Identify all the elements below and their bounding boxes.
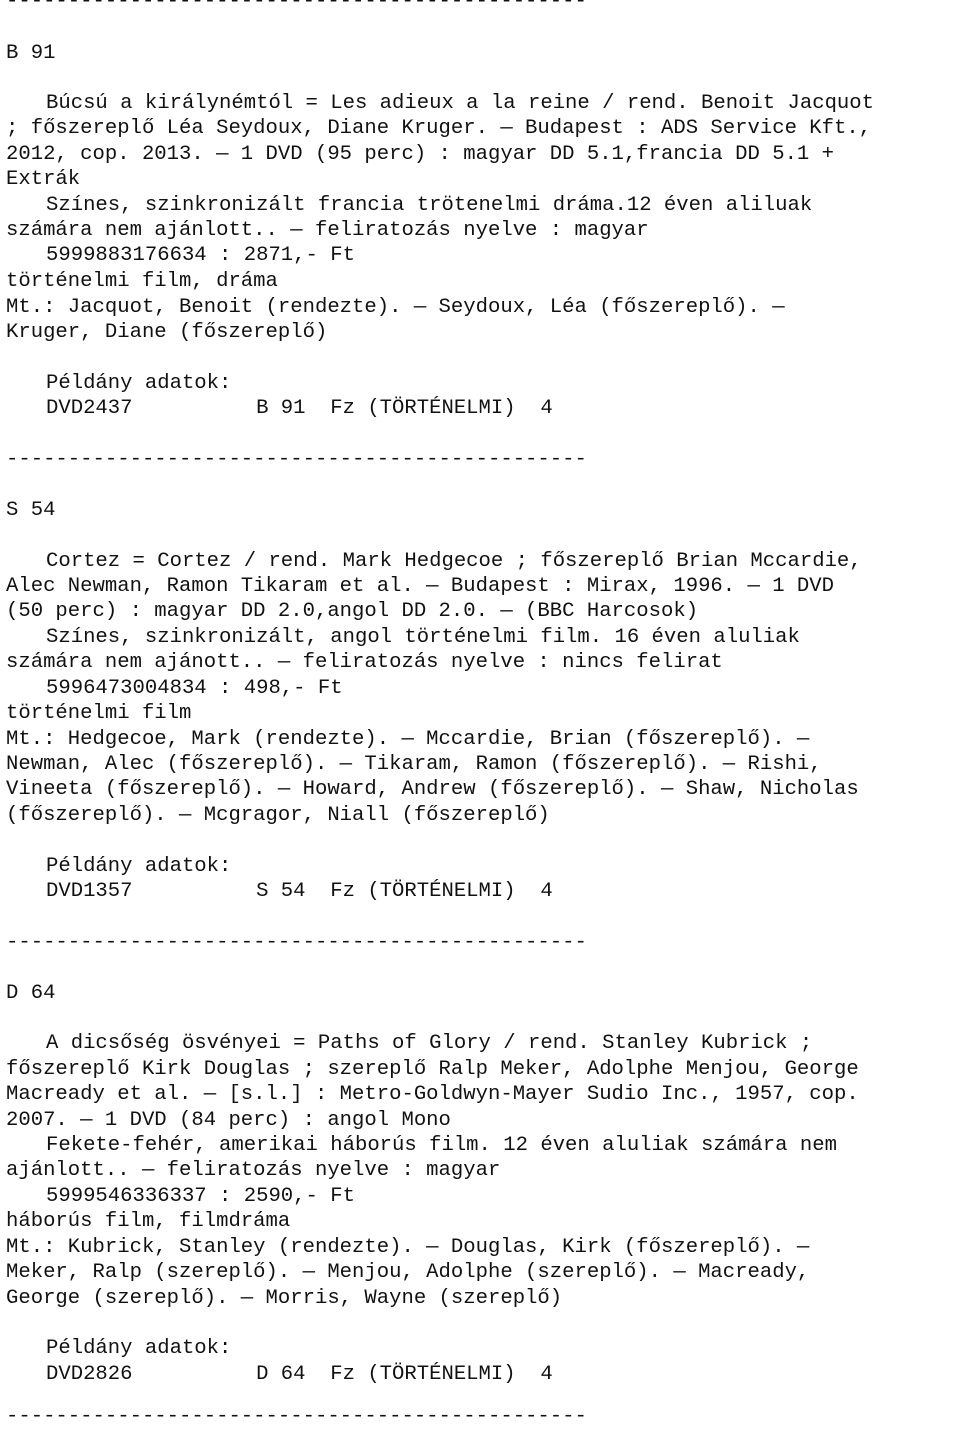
- call-number: D 64: [6, 982, 56, 1005]
- added-entry-line: Newman, Alec (főszereplő). — Tikaram, Ramon (főszereplő). — Rishi,: [6, 753, 822, 776]
- copy-line: DVD2437 B 91 Fz (TÖRTÉNELMI) 4: [46, 397, 553, 420]
- separator-line: -----------------------------------------------: [6, 0, 587, 13]
- note-line: Színes, szinkronizált, angol történelmi film. 16 éven aluliak: [46, 626, 800, 649]
- subject-terms: történelmi film: [6, 702, 192, 725]
- description-line: (50 perc) : magyar DD 2.0,angol DD 2.0. — (BBC Harcosok): [6, 600, 699, 623]
- note-line: ajánlott.. — feliratozás nyelve : magyar: [6, 1159, 501, 1182]
- added-entry-line: Mt.: Kubrick, Stanley (rendezte). — Douglas, Kirk (főszereplő). —: [6, 1236, 810, 1259]
- description-line: Macready et al. — [s.l.] : Metro-Goldwyn-Mayer Sudio Inc., 1957, cop.: [6, 1083, 859, 1106]
- subject-terms: történelmi film, dráma: [6, 270, 278, 293]
- separator-line: -----------------------------------------------: [6, 1405, 587, 1428]
- call-number: B 91: [6, 42, 56, 65]
- copy-label: Példány adatok:: [46, 372, 232, 395]
- description-line: Extrák: [6, 168, 81, 191]
- copy-line: DVD2826 D 64 Fz (TÖRTÉNELMI) 4: [46, 1363, 553, 1386]
- added-entry-line: Meker, Ralp (szereplő). — Menjou, Adolphe (szereplő). — Macready,: [6, 1261, 810, 1284]
- added-entry-line: Mt.: Hedgecoe, Mark (rendezte). — Mccardie, Brian (főszereplő). —: [6, 728, 810, 751]
- note-line: számára nem ajánott.. — feliratozás nyelve : nincs felirat: [6, 651, 723, 674]
- note-line: Színes, szinkronizált francia trötenelmi dráma.12 éven aliluak: [46, 194, 813, 217]
- description-line: A dicsőség ösvényei = Paths of Glory / rend. Stanley Kubrick ;: [46, 1032, 813, 1055]
- copy-line: DVD1357 S 54 Fz (TÖRTÉNELMI) 4: [46, 880, 553, 903]
- description-line: 2007. — 1 DVD (84 perc) : angol Mono: [6, 1109, 451, 1132]
- description-line: Búcsú a királynémtól = Les adieux a la reine / rend. Benoit Jacquot: [46, 92, 875, 115]
- note-line: Fekete-fehér, amerikai háborús film. 12 éven aluliak számára nem: [46, 1134, 837, 1157]
- added-entry-line: (főszereplő). — Mcgragor, Niall (főszereplő): [6, 804, 550, 827]
- note-line: számára nem ajánlott.. — feliratozás nyelve : magyar: [6, 219, 649, 242]
- description-line: ; főszereplő Léa Seydoux, Diane Kruger. — Budapest : ADS Service Kft.,: [6, 117, 872, 140]
- isbn-price: 5999883176634 : 2871,- Ft: [46, 244, 355, 267]
- isbn-price: 5999546336337 : 2590,- Ft: [46, 1185, 355, 1208]
- description-line: 2012, cop. 2013. — 1 DVD (95 perc) : magyar DD 5.1,francia DD 5.1 +: [6, 143, 835, 166]
- added-entry-line: Vineeta (főszereplő). — Howard, Andrew (főszereplő). — Shaw, Nicholas: [6, 778, 859, 801]
- added-entry-line: Kruger, Diane (főszereplő): [6, 321, 328, 344]
- added-entry-line: Mt.: Jacquot, Benoit (rendezte). — Seydoux, Léa (főszereplő). —: [6, 296, 785, 319]
- separator-line: -----------------------------------------------: [6, 448, 587, 471]
- call-number: S 54: [6, 499, 56, 522]
- copy-label: Példány adatok:: [46, 855, 232, 878]
- copy-label: Példány adatok:: [46, 1337, 232, 1360]
- description-line: Alec Newman, Ramon Tikaram et al. — Budapest : Mirax, 1996. — 1 DVD: [6, 575, 835, 598]
- description-line: főszereplő Kirk Douglas ; szereplő Ralp Meker, Adolphe Menjou, George: [6, 1058, 859, 1081]
- isbn-price: 5996473004834 : 498,- Ft: [46, 677, 343, 700]
- separator-line: -----------------------------------------------: [6, 931, 587, 954]
- description-line: Cortez = Cortez / rend. Mark Hedgecoe ; főszereplő Brian Mccardie,: [46, 550, 862, 573]
- subject-terms: háborús film, filmdráma: [6, 1210, 291, 1233]
- added-entry-line: George (szereplő). — Morris, Wayne (szereplő): [6, 1287, 563, 1310]
